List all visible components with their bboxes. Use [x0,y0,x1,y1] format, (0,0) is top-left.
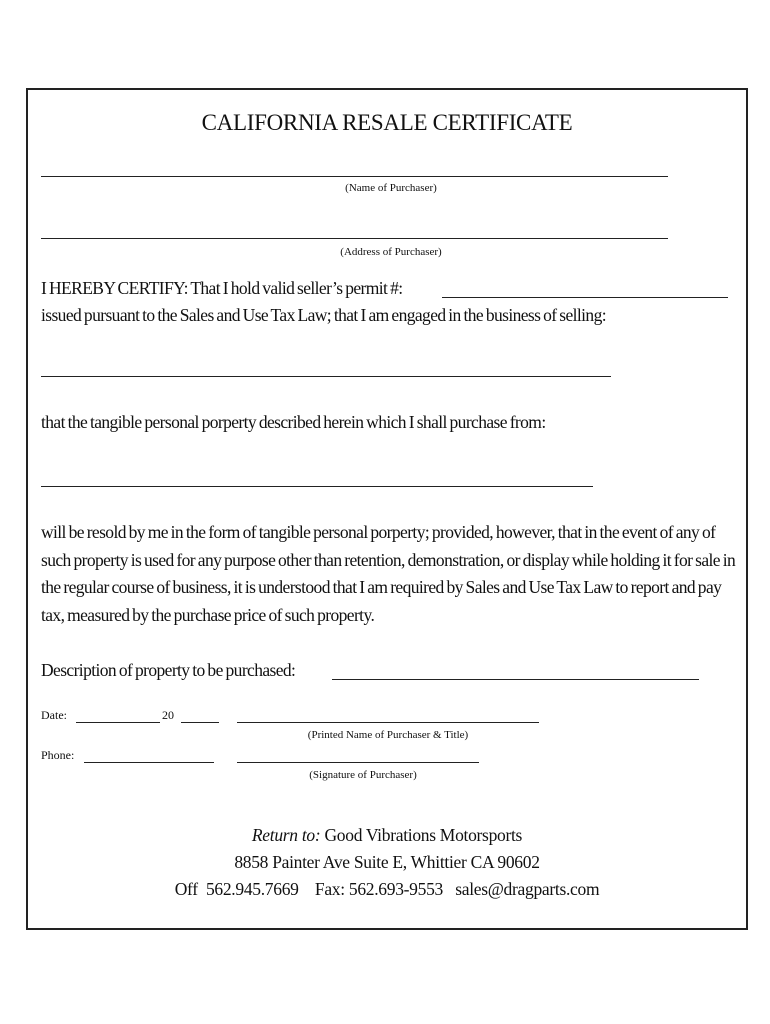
return-address: 8858 Painter Ave Suite E, Whittier CA 90602 [234,852,540,872]
date-year-prefix: 20 [162,708,174,722]
description-label: Description of property to be purchased: [41,660,296,680]
phone-field[interactable] [84,762,214,763]
return-company: Good Vibrations Motorsports [324,825,523,845]
certify-text-line-2: issued pursuant to the Sales and Use Tax Law; that I am engaged in the business of selling: [41,305,606,325]
tangible-property-text: that the tangible personal porperty described herein which I shall purchase from: [41,412,546,432]
signature-field[interactable] [237,762,479,763]
phone-label: Phone: [41,748,75,762]
sellers-permit-field[interactable] [442,297,728,298]
date-year-field[interactable] [181,722,219,723]
return-to-label: Return to: [251,825,321,845]
date-field[interactable] [76,722,160,723]
return-to-line [28,825,746,846]
name-of-purchaser-field[interactable] [41,176,668,177]
description-field[interactable] [332,679,699,680]
purchase-from-field[interactable] [41,486,593,487]
resold-paragraph: will be resold by me in the form of tangible personal porperty; provided, however, that in the event of any of such property is used for any purpose other than retention, demonstration, or display while holding it for sale in the regular course of business, it is understood that I am required by Sales and Use Tax Law to report and pay tax, measured by the purchase price of such property. [41,522,736,625]
date-label: Date: [41,708,67,722]
signature-caption: (Signature of Purchaser) [309,769,417,781]
address-of-purchaser-caption: (Address of Purchaser) [340,246,442,258]
business-of-selling-field[interactable] [41,376,611,377]
name-of-purchaser-caption: (Name of Purchaser) [345,182,437,194]
certify-text: I HEREBY CERTIFY: That I hold valid seller’s permit #: [41,278,403,298]
address-of-purchaser-field[interactable] [41,238,668,239]
certificate-frame [26,88,748,930]
return-contact: Off 562.945.7669 Fax: 562.693-9553 sales@dragparts.com [174,879,600,899]
page-title: CALIFORNIA RESALE CERTIFICATE [201,110,573,135]
printed-name-caption: (Printed Name of Purchaser & Title) [307,729,469,741]
printed-name-field[interactable] [237,722,539,723]
